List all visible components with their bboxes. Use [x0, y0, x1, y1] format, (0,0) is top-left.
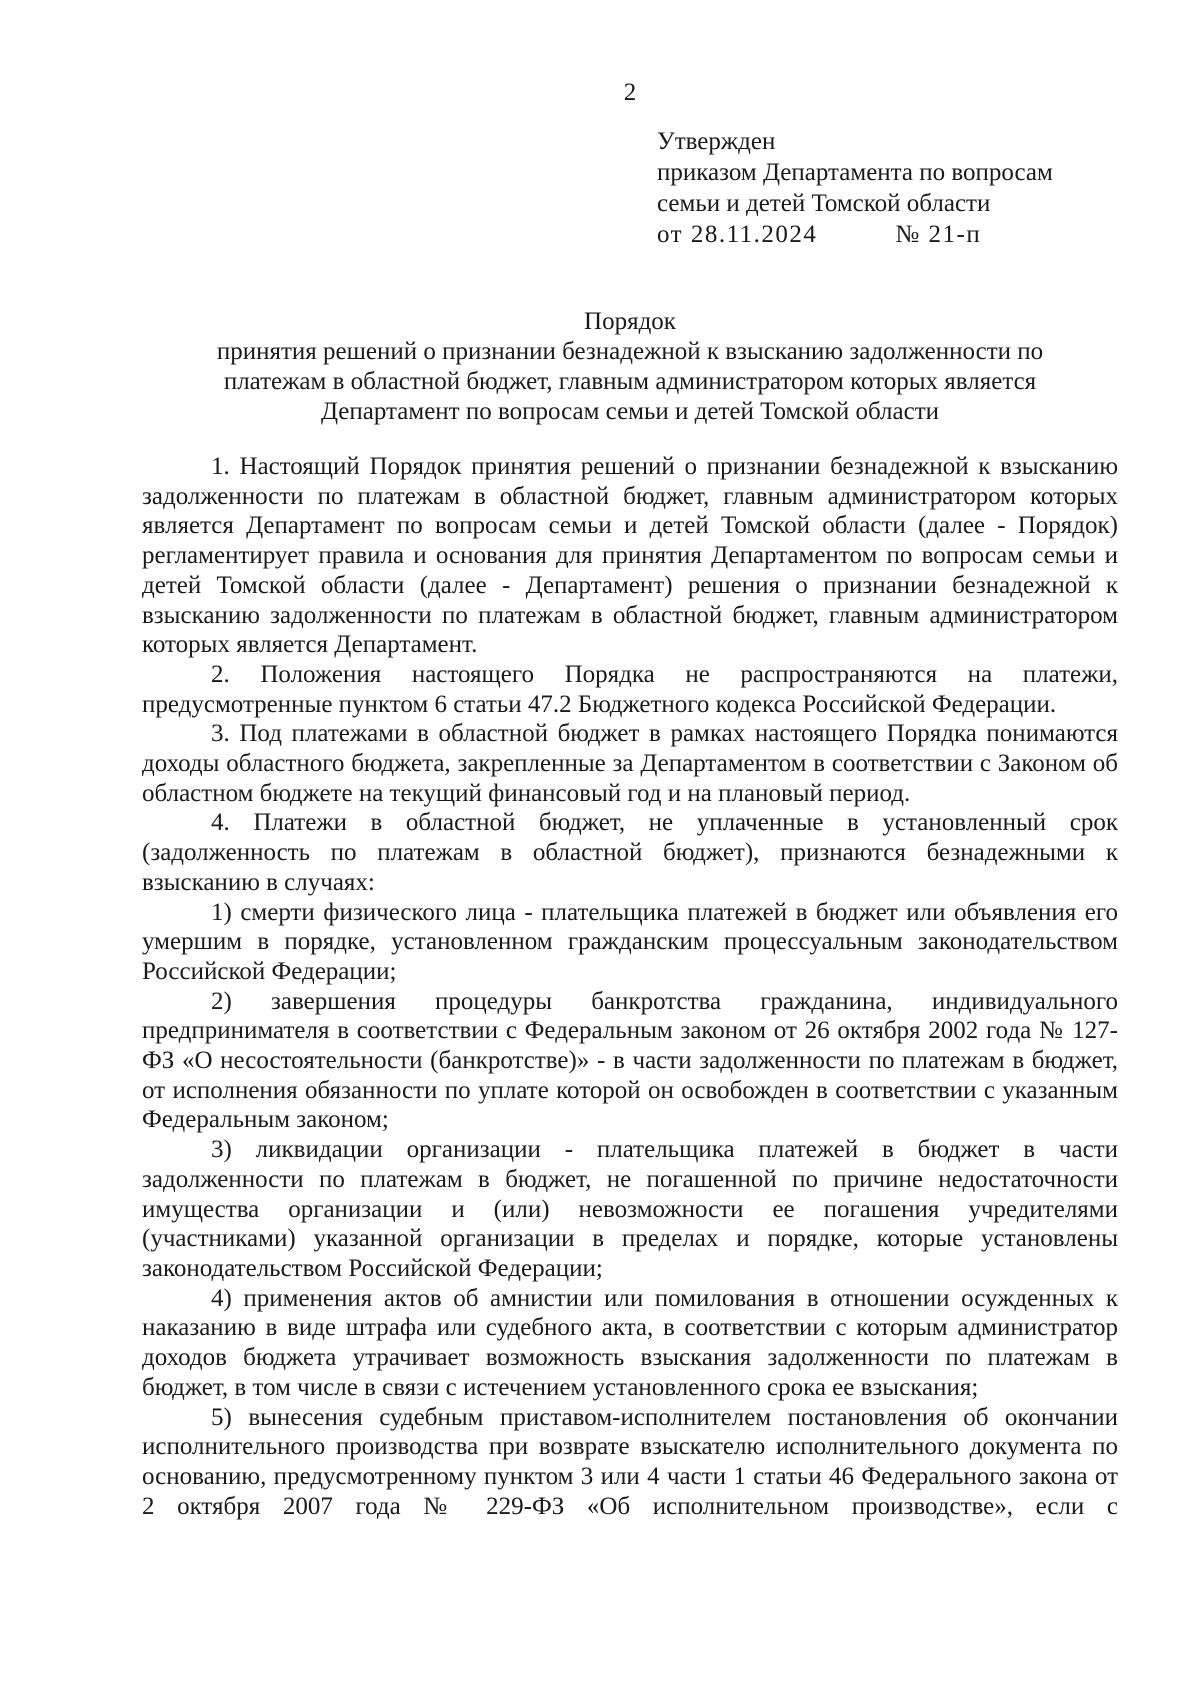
paragraph-4-item-1: 1) смерти физического лица - плательщика платежей в бюджет или объявления его умершим в порядке, установленном гражданским процессуальным законодательством Российской Федерации;	[142, 898, 1118, 985]
approval-order-number: № 21-п	[895, 221, 982, 248]
approval-date-line	[657, 219, 1127, 250]
title-line-2: платежам в областной бюджет, главным администратором которых является	[223, 368, 1037, 395]
document-body	[142, 452, 1118, 1521]
title-line-1: принятия решений о признании безнадежной к взысканию задолженности по	[216, 338, 1044, 365]
paragraph-4-item-5: 5) вынесения судебным приставом-исполнителем постановления об окончании исполнительного производства при возврате взыскателю исполнительного документа по основанию, предусмотренному пунктом 3 или 4 части 1 статьи 46 Федерального закона от 2 октября 2007 года № 229-ФЗ «Об исполнительном производстве», если с	[142, 1403, 1118, 1520]
title-line-3: Департамент по вопросам семьи и детей Томской области	[320, 398, 940, 425]
approval-line-order: приказом Департамента по вопросам	[657, 159, 1053, 186]
paragraph-4: 4. Платежи в областной бюджет, не уплаченные в установленный срок (задолженность по платежам в областной бюджет), признаются безнадежными к взысканию в случаях:	[142, 809, 1118, 896]
paragraph-4-item-3: 3) ликвидации организации - плательщика платежей в бюджет в части задолженности по платежам в бюджет, не погашенной по причине недостаточности имущества организации и (или) невозможности ее погашения учредителями (участниками) указанной организации в пределах и порядке, которые установлены законодательством Российской Федерации;	[142, 1136, 1118, 1282]
approval-stamp-block	[657, 126, 1127, 250]
paragraph-2: 2. Положения настоящего Порядка не распространяются на платежи, предусмотренные пунктом 6 статьи 47.2 Бюджетного кодекса Российской Федерации.	[142, 660, 1118, 718]
paragraph-4-item-2: 2) завершения процедуры банкротства гражданина, индивидуального предпринимателя в соответствии с Федеральным законом от 26 октября 2002 года № 127-ФЗ «О несостоятельности (банкротстве)» - в части задолженности по платежам в бюджет, от исполнения обязанности по уплате которой он освобожден в соответствии с указанным Федеральным законом;	[142, 987, 1118, 1134]
approval-line-department: семьи и детей Томской области	[657, 190, 991, 217]
paragraph-3: 3. Под платежами в областной бюджет в рамках настоящего Порядка понимаются доходы областного бюджета, закрепленные за Департаментом в соответствии с Законом об областном бюджете на текущий финансовый год и на плановый период.	[142, 720, 1118, 807]
paragraph-4-item-4: 4) применения актов об амнистии или помилования в отношении осужденных к наказанию в виде штрафа или судебного акта, в соответствии с которым администратор доходов бюджета утрачивает возможность взыскания задолженности по платежам в бюджет, в том числе в связи с истечением установленного срока ее взыскания;	[142, 1284, 1118, 1401]
paragraph-1: 1. Настоящий Порядок принятия решений о признании безнадежной к взысканию задолженности по платежам в областной бюджет, главным администратором которых является Департамент по вопросам семьи и детей Томской области (далее - Порядок) регламентирует правила и основания для принятия Департаментом по вопросам семьи и детей Томской области (далее - Департамент) решения о признании безнадежной к взысканию задолженности по платежам в областной бюджет, главным администратором которых является Департамент.	[142, 453, 1118, 659]
approval-line-approved: Утвержден	[657, 128, 776, 155]
page-number: 2	[623, 79, 637, 106]
document-title	[140, 307, 1120, 427]
approval-date: от 28.11.2024	[657, 221, 818, 248]
title-heading: Порядок	[584, 308, 676, 335]
